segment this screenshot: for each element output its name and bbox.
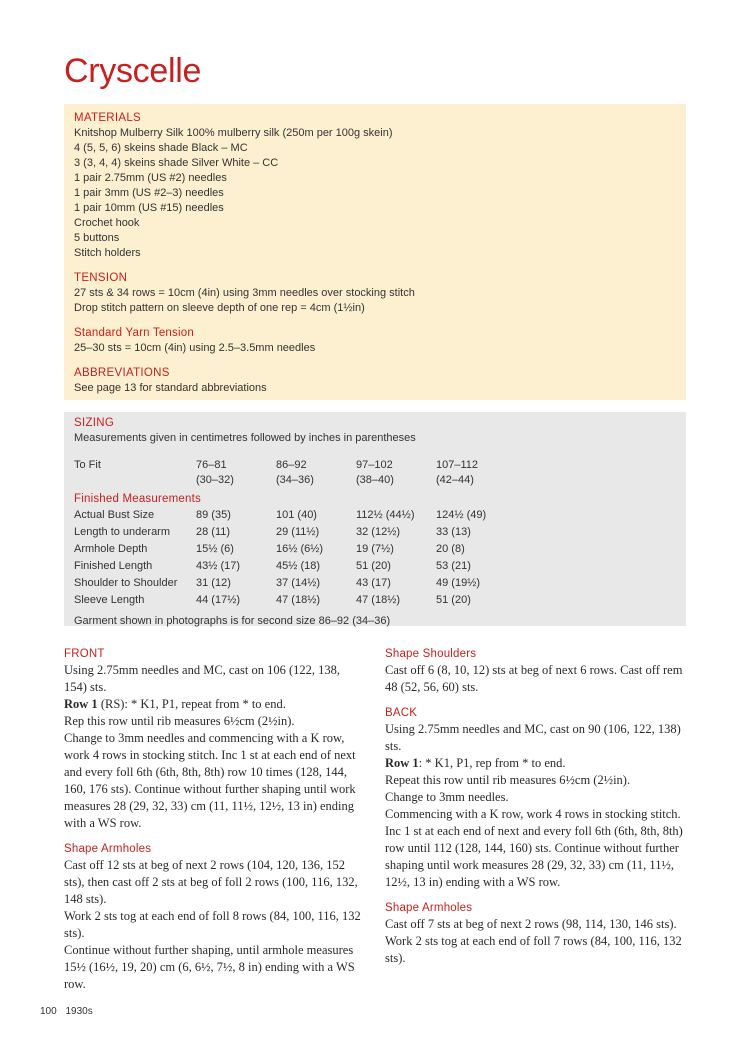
measure-row [74, 559, 516, 576]
back-body: Commencing with a K row, work 4 rows in stocking stitch. Inc 1 st at each end of next and every foll 6th (6th, 8th, 8th) row until 112 (128, 144, 160) sts. Continue without further shaping until work measures 28 (29, 32, 33) cm (11, 11½, 12½, 13 in) ending with a WS row. [385, 807, 683, 889]
materials-item: 1 pair 3mm (US #2–3) needles [74, 187, 224, 199]
measure-value: 53 (21) [436, 560, 471, 572]
tension-line: Drop stitch pattern on sleeve depth of one rep = 4cm (1½in) [74, 302, 365, 314]
measure-value: 16½ (6½) [276, 543, 324, 555]
to-fit-cm: 76–81 [196, 459, 227, 471]
tension-heading: TENSION [74, 272, 128, 284]
materials-panel [64, 104, 686, 400]
measure-value: 51 (20) [356, 560, 391, 572]
back-column [385, 646, 685, 967]
sizing-intro: Measurements given in centimetres followed by inches in parentheses [74, 432, 416, 444]
materials-item: Knitshop Mulberry Silk 100% mulberry silk (250m per 100g skein) [74, 127, 393, 139]
measure-row [74, 508, 516, 525]
finished-heading-row [74, 492, 516, 508]
front-cast-on: Using 2.75mm needles and MC, cast on 106 (122, 138, 154) sts. [64, 663, 341, 694]
page-footer [40, 1006, 99, 1017]
row1-label: Row 1 [64, 697, 98, 711]
measure-label: Sleeve Length [74, 594, 145, 606]
measure-row [74, 593, 516, 610]
measure-label: Armhole Depth [74, 543, 148, 555]
measure-label: Finished Length [74, 560, 153, 572]
front-heading: FRONT [64, 648, 105, 660]
to-fit-cm: 97–102 [356, 459, 393, 471]
front-body: Change to 3mm needles and commencing with a K row, work 4 rows in stocking stitch. Inc 1 st at each end of next and every foll 6th (6th, 8th, 8th) row 10 times (128, 144, 160, 176 sts). Continue without further shaping until work measures 28 (29, 32, 33) cm (11, 11½, 12½, 13 in) ending with a WS row. [64, 731, 356, 830]
sizing-note: Garment shown in photographs is for second size 86–92 (34–36) [74, 615, 391, 627]
sizing-panel [64, 412, 686, 626]
measure-value: 32 (12½) [356, 526, 401, 538]
front-rib: Rep this row until rib measures 6½cm (2½in). [64, 714, 295, 728]
to-fit-cm: 107–112 [436, 459, 479, 471]
materials-item: 1 pair 10mm (US #15) needles [74, 202, 224, 214]
measure-value: 43 (17) [356, 577, 391, 589]
measure-value: 89 (35) [196, 509, 231, 521]
measure-row [74, 576, 516, 593]
measure-value: 37 (14½) [276, 577, 321, 589]
standard-yarn-tension-line: 25–30 sts = 10cm (4in) using 2.5–3.5mm needles [74, 342, 316, 354]
measure-value: 20 (8) [436, 543, 465, 555]
measure-value: 45½ (18) [276, 560, 321, 572]
to-fit-in: (42–44) [436, 474, 474, 486]
measure-value: 44 (17½) [196, 594, 241, 606]
measure-value: 28 (11) [196, 526, 231, 538]
measure-value: 33 (13) [436, 526, 471, 538]
measure-label: Shoulder to Shoulder [74, 577, 178, 589]
row1-text: : * K1, P1, rep from * to end. [418, 756, 566, 770]
to-fit-label: To Fit [74, 459, 101, 471]
front-row1 [64, 696, 364, 713]
sizing-heading: SIZING [74, 417, 115, 429]
measure-label: Actual Bust Size [74, 509, 155, 521]
materials-item: Stitch holders [74, 247, 141, 259]
shoulders-text: Cast off 6 (8, 10, 12) sts at beg of next 6 rows. Cast off rem 48 (52, 56, 60) sts. [385, 663, 683, 694]
materials-item: 5 buttons [74, 232, 120, 244]
to-fit-in: (34–36) [276, 474, 314, 486]
tension-line: 27 sts & 34 rows = 10cm (4in) using 3mm needles over stocking stitch [74, 287, 415, 299]
to-fit-cm: 86–92 [276, 459, 307, 471]
to-fit-in: (30–32) [196, 474, 234, 486]
to-fit-row [74, 458, 516, 488]
to-fit-in: (38–40) [356, 474, 394, 486]
to-fit-cell [436, 458, 516, 488]
measure-value: 101 (40) [276, 509, 317, 521]
back-heading: BACK [385, 707, 418, 719]
front-column [64, 646, 364, 993]
sizing-table [74, 458, 516, 631]
to-fit-cell [196, 458, 276, 488]
back-shape-armholes-heading: Shape Armholes [385, 902, 473, 914]
back-cast-on: Using 2.75mm needles and MC, cast on 90 (106, 122, 138) sts. [385, 722, 681, 753]
row1-label: Row 1 [385, 756, 419, 770]
front-armhole-continue: Continue without further shaping, until armhole measures 15½ (16½, 19, 20) cm (6, 6½, 7½, 8 in) ending with a WS row. [64, 943, 355, 991]
front-armhole-castoff: Cast off 12 sts at beg of next 2 rows (104, 120, 136, 152 sts), then cast off 2 sts at beg of foll 2 rows (100, 116, 132, 148 sts). [64, 858, 358, 906]
section-name: 1930s [65, 1006, 93, 1017]
measure-value: 47 (18½) [356, 594, 401, 606]
measure-value: 29 (11½) [276, 526, 320, 538]
materials-heading: MATERIALS [74, 112, 142, 124]
shape-shoulders-heading: Shape Shoulders [385, 648, 477, 660]
standard-yarn-tension-heading: Standard Yarn Tension [74, 327, 194, 339]
back-needles: Change to 3mm needles. [385, 790, 509, 804]
materials-item: 3 (3, 4, 4) skeins shade Silver White – CC [74, 157, 279, 169]
finished-measurements-heading: Finished Measurements [74, 493, 201, 505]
materials-item: 4 (5, 5, 6) skeins shade Black – MC [74, 142, 248, 154]
measure-value: 112½ (44½) [356, 509, 415, 521]
measure-label: Length to underarm [74, 526, 171, 538]
abbreviations-heading: ABBREVIATIONS [74, 367, 170, 379]
measure-value: 31 (12) [196, 577, 231, 589]
materials-list [74, 126, 676, 261]
measure-value: 124½ (49) [436, 509, 487, 521]
page-number: 100 [40, 1006, 57, 1017]
materials-item: Crochet hook [74, 217, 140, 229]
measure-value: 19 (7½) [356, 543, 394, 555]
measure-value: 43½ (17) [196, 560, 241, 572]
materials-item: 1 pair 2.75mm (US #2) needles [74, 172, 227, 184]
abbreviations-line: See page 13 for standard abbreviations [74, 382, 267, 394]
front-armhole-dec: Work 2 sts tog at each end of foll 8 rows (84, 100, 116, 132 sts). [64, 909, 361, 940]
page-title: Cryscelle [64, 52, 202, 90]
front-shape-armholes-heading: Shape Armholes [64, 843, 152, 855]
measure-row [74, 525, 516, 542]
back-armhole-text: Cast off 7 sts at beg of next 2 rows (98, 114, 130, 146 sts). Work 2 sts tog at each end of foll 7 rows (84, 100, 116, 132 sts). [385, 917, 682, 965]
back-row1 [385, 755, 685, 772]
measure-value: 51 (20) [436, 594, 471, 606]
back-rib: Repeat this row until rib measures 6½cm (2½in). [385, 773, 631, 787]
measure-value: 47 (18½) [276, 594, 321, 606]
measure-value: 15½ (6) [196, 543, 234, 555]
measure-value: 49 (19½) [436, 577, 481, 589]
measure-row [74, 542, 516, 559]
to-fit-cell [356, 458, 436, 488]
row1-text: (RS): * K1, P1, repeat from * to end. [97, 697, 286, 711]
to-fit-cell [276, 458, 356, 488]
